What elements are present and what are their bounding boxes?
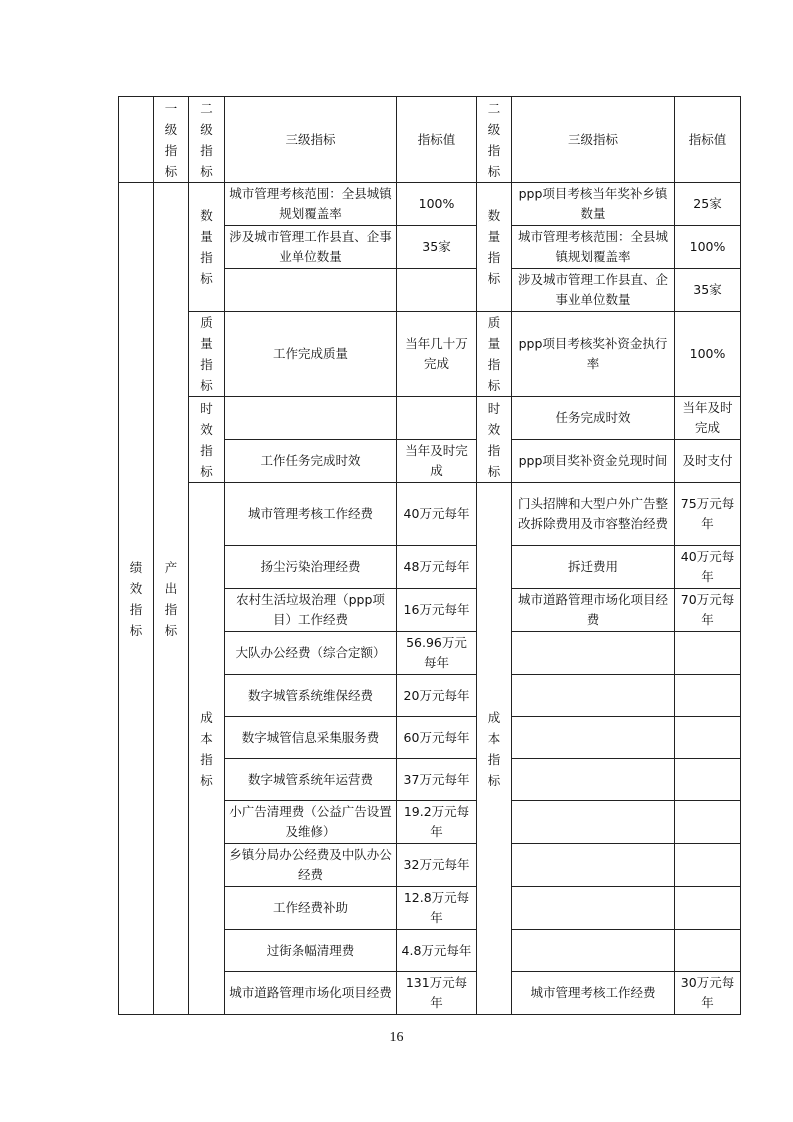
indicator-value-left: 40万元每年	[397, 483, 477, 546]
indicator-value-right	[675, 759, 741, 801]
indicator-value-right	[675, 675, 741, 717]
blank-header-cell	[119, 97, 154, 183]
indicator-value-left: 16万元每年	[397, 589, 477, 632]
indicator-value-right: 及时支付	[675, 440, 741, 483]
indicator-name-right: 拆迁费用	[512, 546, 675, 589]
indicator-name-left: 数字城管系统维保经费	[225, 675, 397, 717]
indicator-value-right: 100%	[675, 312, 741, 397]
indicator-name-left	[225, 397, 397, 440]
indicator-name-left: 工作任务完成时效	[225, 440, 397, 483]
level3-header-left: 三级指标	[225, 97, 397, 183]
indicator-value-left: 19.2万元每年	[397, 801, 477, 844]
indicator-name-right	[512, 801, 675, 844]
indicator-name-right: ppp项目考核当年奖补乡镇数量	[512, 183, 675, 226]
indicator-value-right	[675, 930, 741, 972]
indicator-value-left: 32万元每年	[397, 844, 477, 887]
level1-header: 一级指标	[154, 97, 189, 183]
table-row	[119, 183, 741, 226]
indicator-value-right	[675, 844, 741, 887]
group-label-timeliness-right: 时效指标	[477, 397, 512, 483]
indicator-value-right: 40万元每年	[675, 546, 741, 589]
indicator-name-left: 工作完成质量	[225, 312, 397, 397]
table-row	[119, 312, 741, 397]
indicator-name-left: 乡镇分局办公经费及中队办公经费	[225, 844, 397, 887]
level2-header-left: 二级指标	[189, 97, 225, 183]
group-label-performance: 绩效指标	[119, 183, 154, 1015]
indicator-name-right: ppp项目考核奖补资金执行率	[512, 312, 675, 397]
indicator-value-left: 131万元每年	[397, 972, 477, 1015]
indicator-value-right	[675, 717, 741, 759]
table-row	[119, 483, 741, 546]
indicator-value-left	[397, 397, 477, 440]
indicator-name-right: 城市道路管理市场化项目经费	[512, 589, 675, 632]
indicator-value-right: 100%	[675, 226, 741, 269]
indicator-value-left: 当年几十万完成	[397, 312, 477, 397]
indicator-value-right: 35家	[675, 269, 741, 312]
indicator-value-right: 25家	[675, 183, 741, 226]
indicator-name-left: 农村生活垃圾治理（ppp项目）工作经费	[225, 589, 397, 632]
indicator-name-left	[225, 269, 397, 312]
indicator-name-left: 过街条幅清理费	[225, 930, 397, 972]
indicator-name-left: 城市道路管理市场化项目经费	[225, 972, 397, 1015]
group-label-output: 产出指标	[154, 183, 189, 1015]
indicator-name-right: 城市管理考核工作经费	[512, 972, 675, 1015]
indicator-value-left: 100%	[397, 183, 477, 226]
indicator-name-left: 涉及城市管理工作县直、企事业单位数量	[225, 226, 397, 269]
indicator-name-left: 小广告清理费（公益广告设置及维修）	[225, 801, 397, 844]
indicator-value-left: 12.8万元每年	[397, 887, 477, 930]
indicator-value-right: 30万元每年	[675, 972, 741, 1015]
indicator-name-left: 城市管理考核工作经费	[225, 483, 397, 546]
indicator-name-left: 数字城管系统年运营费	[225, 759, 397, 801]
indicator-name-right	[512, 887, 675, 930]
indicator-name-right: 城市管理考核范围：全县城镇规划覆盖率	[512, 226, 675, 269]
value-header-right: 指标值	[675, 97, 741, 183]
indicator-value-left: 当年及时完成	[397, 440, 477, 483]
indicator-name-left: 城市管理考核范围：全县城镇规划覆盖率	[225, 183, 397, 226]
indicator-name-right	[512, 632, 675, 675]
indicator-name-left: 扬尘污染治理经费	[225, 546, 397, 589]
indicator-value-left: 20万元每年	[397, 675, 477, 717]
indicator-name-right	[512, 844, 675, 887]
group-label-quantity-left: 数量指标	[189, 183, 225, 312]
group-label-timeliness-left: 时效指标	[189, 397, 225, 483]
indicator-value-right	[675, 801, 741, 844]
indicator-value-left: 37万元每年	[397, 759, 477, 801]
indicator-name-right: 任务完成时效	[512, 397, 675, 440]
indicator-value-right: 75万元每年	[675, 483, 741, 546]
indicator-value-left: 56.96万元每年	[397, 632, 477, 675]
indicator-value-right	[675, 632, 741, 675]
indicator-name-left: 工作经费补助	[225, 887, 397, 930]
group-label-cost-left: 成本指标	[189, 483, 225, 1015]
indicator-value-left: 35家	[397, 226, 477, 269]
indicator-value-left: 48万元每年	[397, 546, 477, 589]
indicator-value-right	[675, 887, 741, 930]
indicator-name-right	[512, 717, 675, 759]
indicator-value-right: 70万元每年	[675, 589, 741, 632]
table-row	[119, 397, 741, 440]
indicator-name-right	[512, 759, 675, 801]
indicator-value-left: 4.8万元每年	[397, 930, 477, 972]
group-label-cost-right: 成本指标	[477, 483, 512, 1015]
indicator-value-left: 60万元每年	[397, 717, 477, 759]
indicator-name-right: 门头招牌和大型户外广告整改拆除费用及市容整治经费	[512, 483, 675, 546]
indicator-name-right: ppp项目奖补资金兑现时间	[512, 440, 675, 483]
level3-header-right: 三级指标	[512, 97, 675, 183]
indicator-name-right	[512, 930, 675, 972]
indicator-value-right: 当年及时完成	[675, 397, 741, 440]
indicator-name-left: 大队办公经费（综合定额）	[225, 632, 397, 675]
indicator-name-right	[512, 675, 675, 717]
indicator-name-left: 数字城管信息采集服务费	[225, 717, 397, 759]
header-row	[119, 97, 741, 183]
indicator-name-right: 涉及城市管理工作县直、企事业单位数量	[512, 269, 675, 312]
group-label-quality-left: 质量指标	[189, 312, 225, 397]
group-label-quality-right: 质量指标	[477, 312, 512, 397]
level2-header-right: 二级指标	[477, 97, 512, 183]
performance-indicator-table	[118, 96, 741, 1015]
page-number: 16	[389, 1030, 404, 1045]
indicator-value-left	[397, 269, 477, 312]
value-header-left: 指标值	[397, 97, 477, 183]
group-label-quantity-right: 数量指标	[477, 183, 512, 312]
